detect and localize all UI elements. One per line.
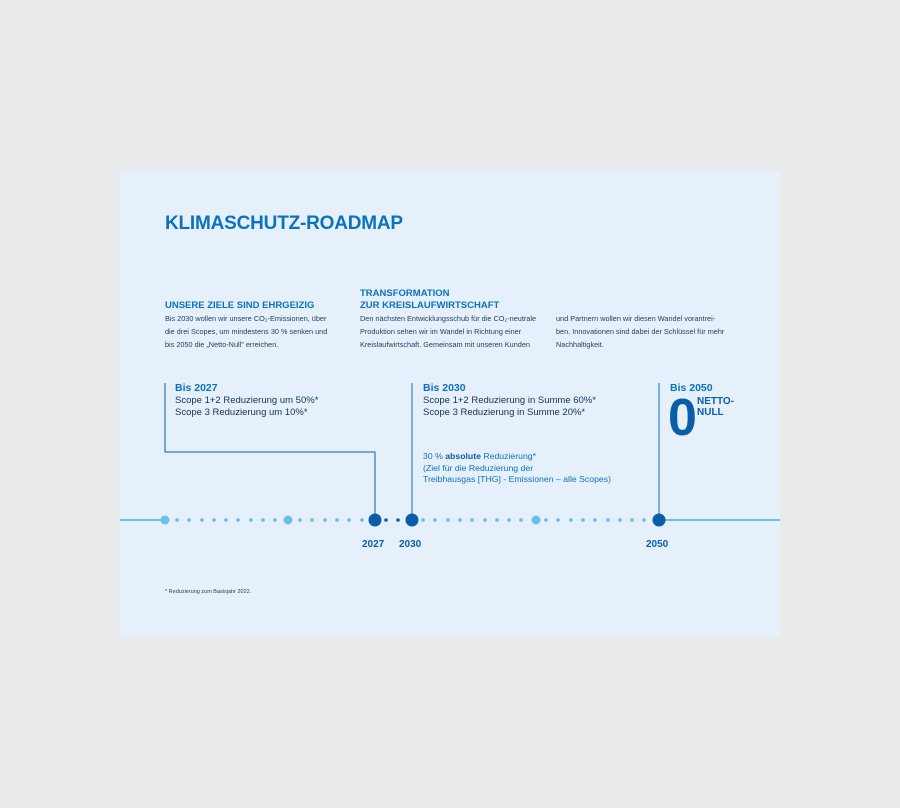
absolute-note-line: Treibhausgas [THG] - Emissionen – alle Scopes) — [423, 474, 611, 484]
milestone-2027-goals — [175, 395, 318, 419]
marker-2030 — [406, 514, 419, 527]
goal-line: Scope 1+2 Reduzierung um 50%* — [175, 395, 319, 406]
intro-line: die drei Scopes, um mindestens 30 % senken und — [165, 327, 328, 336]
timeline-dot — [310, 518, 314, 522]
transformation-line: ben. Innovationen sind dabei der Schlüssel für mehr — [556, 327, 725, 336]
netto-line: NULL — [697, 407, 724, 418]
timeline-dot — [200, 518, 204, 522]
milestone-2027-label: Bis 2027 — [175, 382, 218, 394]
timeline-dot — [273, 518, 277, 522]
axis-year-2027: 2027 — [362, 539, 385, 550]
transformation-line: Nachhaltigkeit. — [556, 340, 604, 349]
timeline-dot — [458, 518, 462, 522]
timeline-dot — [446, 518, 450, 522]
transformation-line: und Partnern wollen wir diesen Wandel vorantrei- — [556, 314, 716, 323]
timeline-dot — [519, 518, 523, 522]
timeline-dot — [507, 518, 511, 522]
milestone-2050-label: Bis 2050 — [670, 382, 713, 394]
netto-null-zero: 0 — [668, 389, 697, 447]
timeline-dot — [384, 518, 388, 522]
netto-line: NETTO- — [697, 396, 735, 407]
goal-line: Scope 1+2 Reduzierung in Summe 60%* — [423, 395, 596, 406]
absolute-reduction-block — [423, 451, 611, 486]
timeline-dot — [556, 518, 560, 522]
timeline-dot — [323, 518, 327, 522]
intro-heading: UNSERE ZIELE SIND EHRGEIZIG — [165, 300, 315, 311]
absolute-word: absolute — [445, 451, 481, 461]
timeline-dot — [470, 518, 474, 522]
timeline-dot — [593, 518, 597, 522]
netto-null-label — [697, 396, 734, 418]
timeline-dot — [175, 518, 179, 522]
goal-line: Scope 3 Reduzierung um 10%* — [175, 407, 308, 418]
timeline-dot — [187, 518, 191, 522]
absolute-reduction-line: 30 % absolute Reduzierung* — [423, 451, 537, 461]
timeline-dot — [544, 518, 548, 522]
timeline-dot — [249, 518, 253, 522]
timeline-dot — [642, 518, 646, 522]
timeline-dot — [421, 518, 425, 522]
axis-year-2050: 2050 — [646, 539, 669, 550]
marker-mid-2 — [532, 516, 541, 525]
absolute-note-line: (Ziel für die Reduzierung der — [423, 462, 534, 473]
milestone-2030-goals — [423, 395, 596, 419]
timeline-dot — [618, 518, 622, 522]
timeline-dot — [581, 518, 585, 522]
timeline-dot — [483, 518, 487, 522]
timeline-dot — [261, 518, 265, 522]
transformation-line: Kreislaufwirtschaft. Gemeinsam mit unseren Kunden — [360, 340, 530, 349]
marker-2050 — [653, 514, 666, 527]
transformation-heading-line1: TRANSFORMATION — [360, 288, 450, 299]
timeline-dot — [396, 518, 400, 522]
timeline-dot — [335, 518, 339, 522]
timeline-dot — [495, 518, 499, 522]
roadmap-card — [120, 171, 780, 637]
milestone-2030-label: Bis 2030 — [423, 382, 466, 394]
intro-line: Bis 2030 wollen wir unsere CO₂-Emissionen, über — [165, 314, 327, 323]
timeline-dot — [360, 518, 364, 522]
transformation-heading-line2: ZUR KREISLAUFWIRTSCHAFT — [360, 300, 500, 311]
marker-mid-1 — [284, 516, 293, 525]
timeline-dot — [347, 518, 351, 522]
timeline-dot — [236, 518, 240, 522]
transformation-line: Den nächsten Entwicklungsschub für die CO₂-neutrale — [360, 314, 537, 323]
timeline-dot — [298, 518, 302, 522]
axis-year-2030: 2030 — [399, 539, 422, 550]
timeline-dot — [212, 518, 216, 522]
timeline-dot — [433, 518, 437, 522]
timeline-dot — [630, 518, 634, 522]
page-title: KLIMASCHUTZ-ROADMAP — [165, 213, 403, 234]
marker-start — [161, 516, 170, 525]
timeline-dot — [606, 518, 610, 522]
timeline-dot — [569, 518, 573, 522]
marker-2027 — [369, 514, 382, 527]
timeline-dot — [224, 518, 228, 522]
goal-line: Scope 3 Reduzierung in Summe 20%* — [423, 407, 586, 418]
intro-line: bis 2050 die „Netto-Null" erreichen. — [165, 340, 279, 349]
transformation-line: Produktion sehen wir im Wandel in Richtung einer — [360, 327, 522, 336]
footnote: * Reduzierung zum Basisjahr 2022. — [165, 589, 252, 595]
